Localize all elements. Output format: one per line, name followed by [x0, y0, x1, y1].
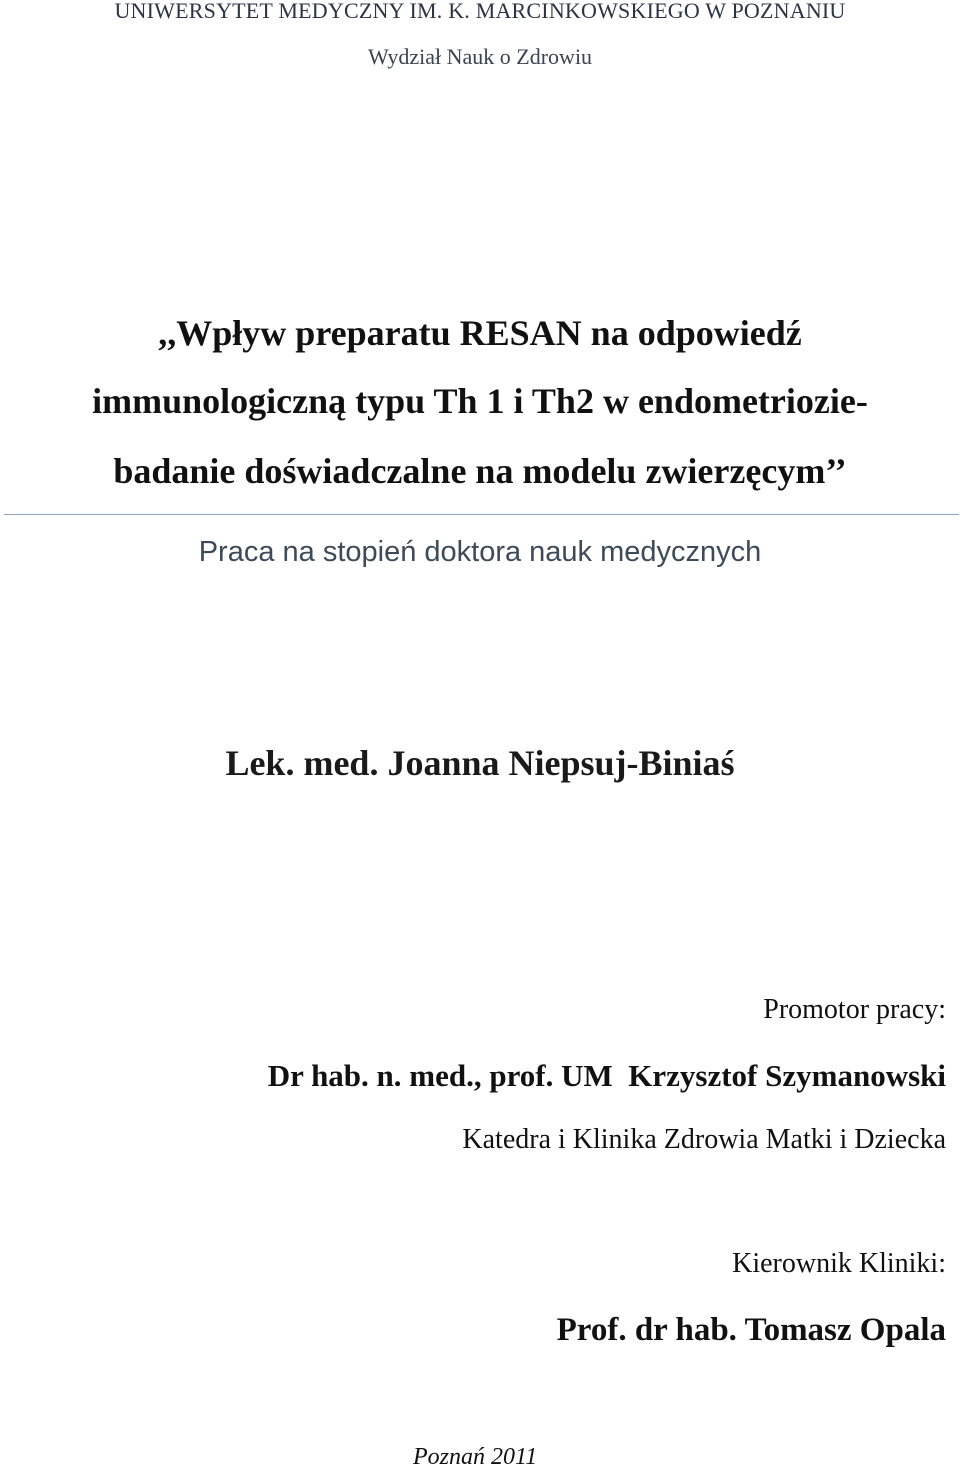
thesis-title-line-1: ,,Wpływ preparatu RESAN na odpowiedź [158, 313, 802, 353]
thesis-title-line-2: immunologiczną typu Th 1 i Th2 w endometriozie- [92, 381, 868, 421]
faculty-name: Wydział Nauk o Zdrowiu [367, 44, 593, 69]
degree-description: Praca na stopień doktora nauk medycznych [198, 536, 762, 568]
university-name: UNIWERSYTET MEDYCZNY IM. K. MARCINKOWSKIEGO W POZNANIU [114, 0, 846, 23]
promotor-name: Dr hab. n. med., prof. UM Krzysztof Szymanowski [267, 1058, 946, 1093]
promotor-label: Promotor pracy: [763, 994, 946, 1025]
clinic-head-name: Prof. dr hab. Tomasz Opala [556, 1312, 946, 1348]
clinic-head-label: Kierownik Kliniki: [732, 1248, 946, 1279]
thesis-title-line-3: badanie doświadczalne na modelu zwierzęcym’’ [113, 451, 847, 491]
place-and-year: Poznań 2011 [413, 1444, 538, 1470]
author-name: Lek. med. Joanna Niepsuj-Biniaś [225, 743, 735, 783]
department-name: Katedra i Klinika Zdrowia Matki i Dziecka [462, 1124, 946, 1155]
title-divider [4, 514, 959, 515]
